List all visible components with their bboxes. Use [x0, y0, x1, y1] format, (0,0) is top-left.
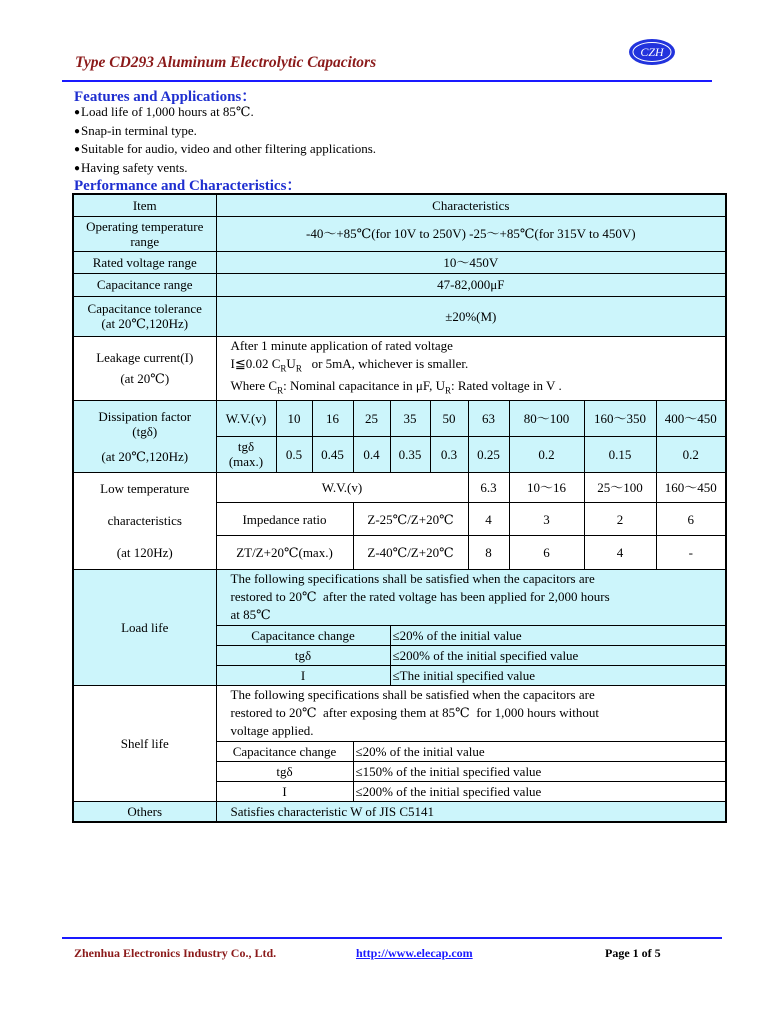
lt-value: 4 [468, 503, 509, 536]
others-row [73, 801, 726, 822]
lt-value: 6 [656, 503, 726, 536]
spec-value: ≤20% of the initial value [390, 625, 726, 645]
table-row [73, 251, 726, 273]
header-characteristics: Characteristics [216, 194, 726, 216]
spec-value: ≤150% of the initial specified value [353, 761, 726, 781]
feature-item: ● Having safety vents. [74, 160, 376, 179]
footer-divider [62, 937, 722, 939]
row-label: Dissipation factor (tgδ) (at 20℃,120Hz) [73, 400, 216, 472]
row-label: Load life [73, 569, 216, 685]
spec-name: Capacitance change [216, 625, 390, 645]
df-value: 0.2 [509, 436, 584, 472]
characteristics-table [72, 193, 727, 823]
header-divider [62, 80, 712, 82]
row-label: Capacitance tolerance (at 20℃,120Hz) [73, 296, 216, 336]
performance-heading: Performance and Characteristics： [74, 178, 302, 194]
row-value: 10～450V [216, 251, 726, 273]
df-value: 0.25 [468, 436, 509, 472]
row-label: Shelf life [73, 685, 216, 801]
lt-zt-label: ZT/Z+20℃(max.) [216, 536, 353, 569]
df-voltage: 160～350 [584, 400, 656, 436]
row-label: Low temperature characteristics (at 120Hz) [73, 472, 216, 569]
lt-voltage: 25～100 [584, 472, 656, 502]
feature-item: ● Load life of 1,000 hours at 85℃. [74, 104, 376, 123]
feature-item: ● Suitable for audio, video and other filtering applications. [74, 141, 376, 160]
row-label: Leakage current(I) (at 20℃) [73, 336, 216, 400]
spec-name: I [216, 781, 353, 801]
lt-z40-label: Z-40℃/Z+20℃ [353, 536, 468, 569]
df-wv-label: W.V.(v) [216, 400, 276, 436]
load-life-description: The following specifications shall be satisfied when the capacitors are restored to 20℃ after the rated voltage has been applied for 2,000 hours at 85℃ [216, 569, 726, 625]
lt-value: 4 [584, 536, 656, 569]
czh-logo [627, 37, 677, 67]
df-value: 0.15 [584, 436, 656, 472]
table-row [73, 336, 726, 400]
lt-voltage: 10～16 [509, 472, 584, 502]
lt-voltage: 160～450 [656, 472, 726, 502]
df-value: 0.45 [312, 436, 353, 472]
df-value: 0.3 [430, 436, 468, 472]
logo-text: CZH [640, 45, 664, 59]
footer-website-link[interactable]: http://www.elecap.com [356, 946, 473, 960]
df-tg-label: tgδ (max.) [216, 436, 276, 472]
df-voltage: 63 [468, 400, 509, 436]
lt-z25-label: Z-25℃/Z+20℃ [353, 503, 468, 536]
row-value: 47-82,000μF [216, 273, 726, 296]
df-value: 0.2 [656, 436, 726, 472]
row-label: Capacitance range [73, 273, 216, 296]
df-value: 0.35 [390, 436, 430, 472]
shelf-life-description: The following specifications shall be satisfied when the capacitors are restored to 20℃ after exposing them at 85℃ for 1,000 hours without voltage applied. [216, 685, 726, 741]
spec-value: ≤200% of the initial specified value [353, 781, 726, 801]
table-row [73, 216, 726, 251]
df-voltage: 50 [430, 400, 468, 436]
df-voltage: 16 [312, 400, 353, 436]
header-item: Item [73, 194, 216, 216]
df-voltage: 80～100 [509, 400, 584, 436]
lt-voltage-row [73, 472, 726, 502]
spec-name: tgδ [216, 645, 390, 665]
spec-name: tgδ [216, 761, 353, 781]
row-value: ±20%(M) [216, 296, 726, 336]
document-title: Type CD293 Aluminum Electrolytic Capacitors [75, 54, 377, 71]
lt-value: - [656, 536, 726, 569]
lt-value: 3 [509, 503, 584, 536]
spec-value: ≤The initial specified value [390, 665, 726, 685]
spec-name: Capacitance change [216, 741, 353, 761]
df-voltage-row [73, 400, 726, 436]
table-row [73, 273, 726, 296]
lt-voltage: 6.3 [468, 472, 509, 502]
row-label: Operating temperature range [73, 216, 216, 251]
lt-impedance-label: Impedance ratio [216, 503, 353, 536]
lt-value: 8 [468, 536, 509, 569]
spec-value: ≤20% of the initial value [353, 741, 726, 761]
features-heading: Features and Applications： [74, 89, 257, 105]
df-voltage: 25 [353, 400, 390, 436]
footer-company: Zhenhua Electronics Industry Co., Ltd. [74, 946, 277, 960]
spec-name: I [216, 665, 390, 685]
row-label: Others [73, 801, 216, 822]
row-value: Satisfies characteristic W of JIS C5141 [216, 801, 726, 822]
table-header-row [73, 194, 726, 216]
df-voltage: 400～450 [656, 400, 726, 436]
load-life-text-row [73, 569, 726, 625]
spec-value: ≤200% of the initial specified value [390, 645, 726, 665]
lt-value: 6 [509, 536, 584, 569]
feature-item: ● Snap-in terminal type. [74, 123, 376, 142]
leakage-description: After 1 minute application of rated voltage I≦0.02 $C_RU_R$ or 5mA, whichever is smaller. Where $C_R$: Nominal capacitance in μF, $U_R$: Rated voltage in V . [216, 336, 726, 400]
lt-value: 2 [584, 503, 656, 536]
shelf-life-text-row [73, 685, 726, 741]
row-value: -40～+85℃(for 10V to 250V) -25～+85℃(for 315V to 450V) [216, 216, 726, 251]
row-label: Rated voltage range [73, 251, 216, 273]
features-list [74, 104, 376, 178]
df-voltage: 35 [390, 400, 430, 436]
df-value: 0.5 [276, 436, 312, 472]
table-row [73, 296, 726, 336]
lt-wv-label: W.V.(v) [216, 472, 468, 502]
footer-page-number: Page 1 of 5 [605, 946, 661, 960]
df-value: 0.4 [353, 436, 390, 472]
df-voltage: 10 [276, 400, 312, 436]
